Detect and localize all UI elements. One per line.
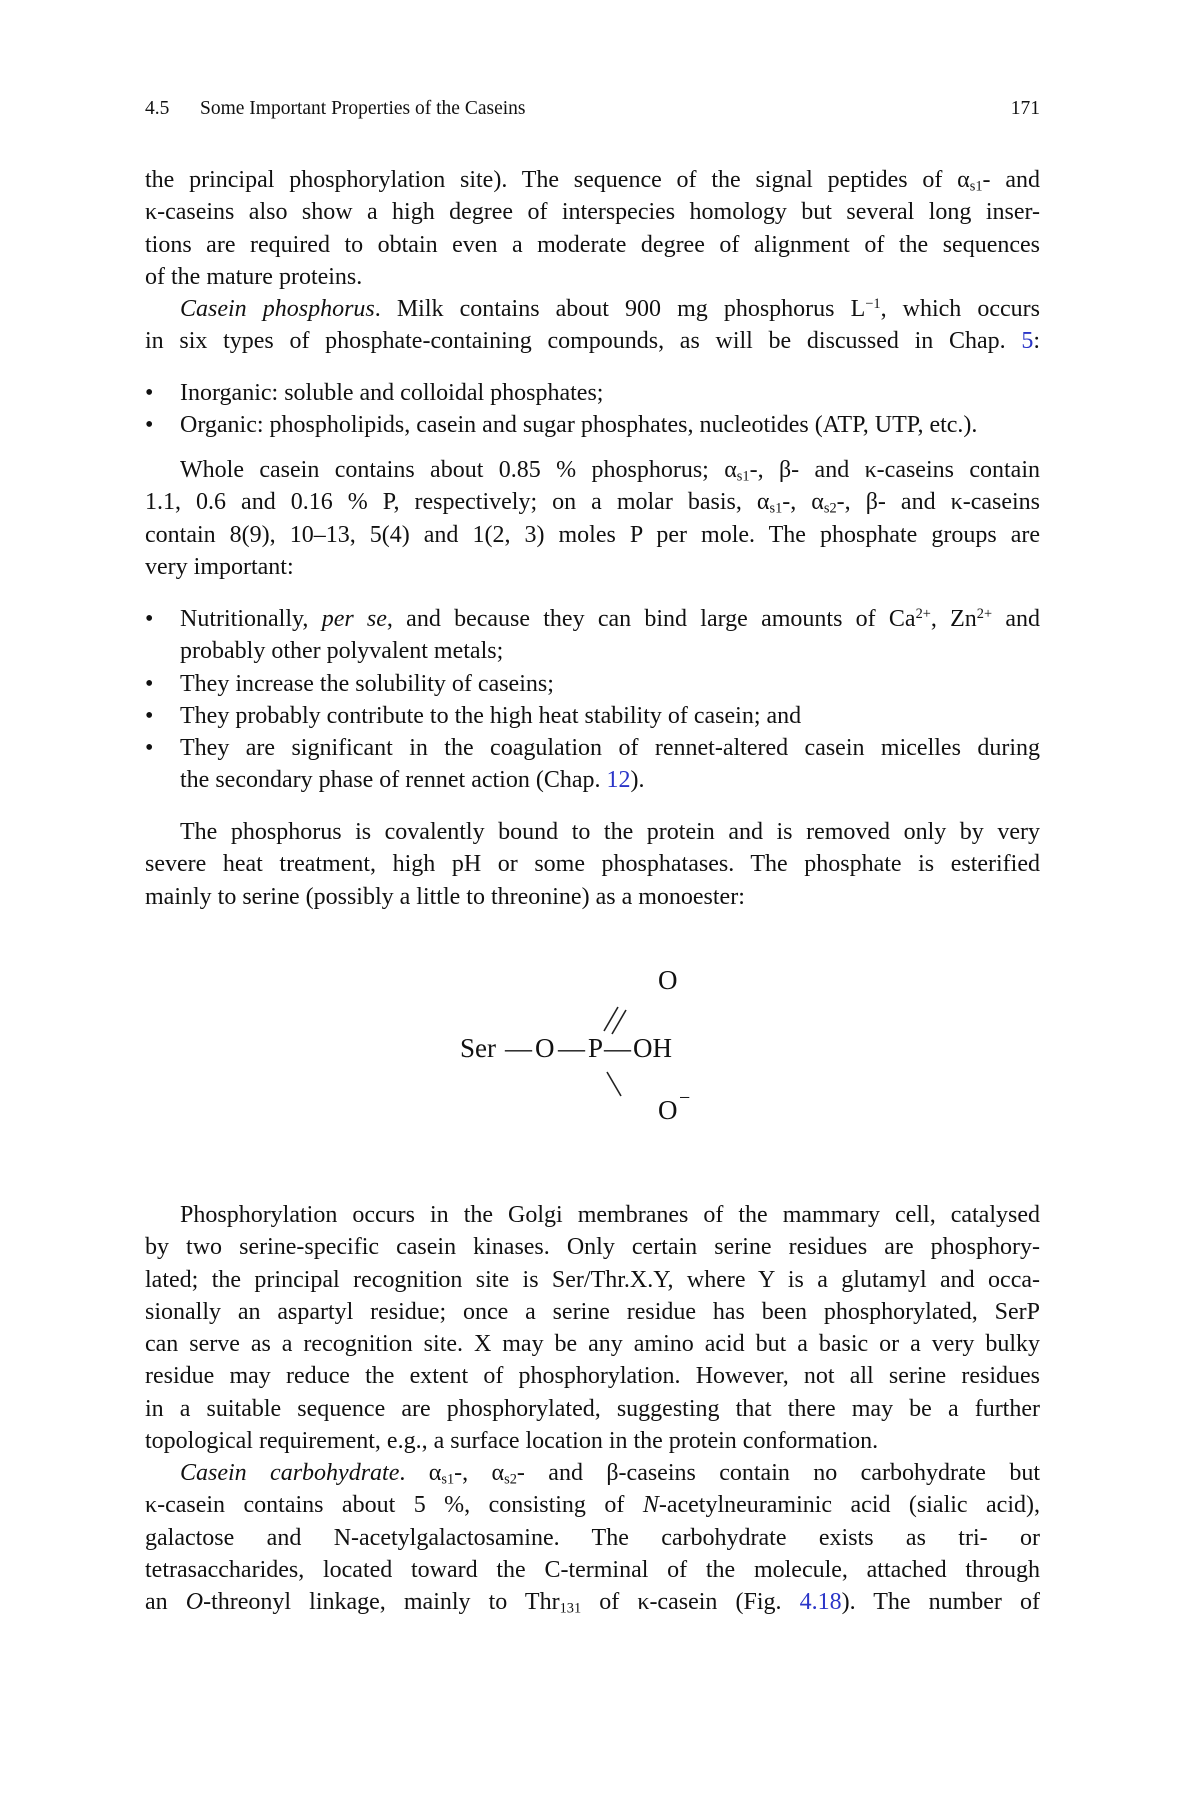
text-line: very important: xyxy=(145,553,294,580)
text-line: 1.1, 0.6 and 0.16 % P, respectively; on a molar basis, $\alpha_{s1}-$, $\alpha_{s2}-$, β- and κ-caseins xyxy=(145,489,1040,517)
text-line: topological requirement, e.g., a surface location in the protein conformation. xyxy=(145,1428,879,1455)
paragraph-casein-carbohydrate xyxy=(145,1457,1040,1618)
list-item: • They increase the solubility of caseins; xyxy=(145,668,1040,700)
text-line: of the mature proteins. xyxy=(145,263,363,290)
text-line: Casein carbohydrate. $\alpha_{s1}-$, $\alpha_{s2}-$ and β-caseins contain no carbohydrate but xyxy=(180,1460,1040,1488)
list-item-continuation: probably other polyvalent metals; xyxy=(180,638,504,665)
list-item: • Inorganic: soluble and colloidal phosphates; xyxy=(145,377,1040,409)
text-line: Whole casein contains about 0.85 % phosphorus; $\alpha_{s1}-$, β- and κ-caseins contain xyxy=(180,457,1040,485)
paragraph-whole-casein xyxy=(145,454,1040,583)
bullet-icon: • xyxy=(145,380,154,406)
paragraph-covalent-bond xyxy=(145,816,1040,913)
single-bond: — xyxy=(558,1033,585,1063)
text-line: sionally an aspartyl residue; once a serine residue has been phosphorylated, SerP xyxy=(145,1298,1040,1325)
bullet-icon: • xyxy=(145,606,154,632)
text-line: severe heat treatment, high pH or some phosphatases. The phosphate is esterified xyxy=(145,851,1040,878)
phosphoserine-structure-figure xyxy=(455,960,755,1140)
oxygen-top-label: O xyxy=(658,965,678,995)
list-item: • They probably contribute to the high heat stability of casein; and xyxy=(145,700,1040,732)
oxygen-label: O xyxy=(535,1033,555,1063)
paragraph-signal-peptides xyxy=(145,164,1040,358)
text-line: an O-threonyl linkage, mainly to Thr$_{131}$ of κ-casein (Fig. 4.18). The number of xyxy=(145,1589,1041,1617)
phosphorus-label: P xyxy=(588,1033,604,1063)
text-line: in six types of phosphate-containing compounds, as will be discussed in Chap. 5: xyxy=(145,328,1040,355)
section-number: 4.5 xyxy=(145,98,170,119)
single-bond: — xyxy=(505,1033,532,1063)
text-line: the principal phosphorylation site). The sequence of the signal peptides of $\alpha_{s1}-$ and xyxy=(145,167,1040,195)
chapter-link[interactable]: 12 xyxy=(606,767,631,794)
text-line: κ-caseins also show a high degree of interspecies homology but several long inser- xyxy=(145,199,1040,226)
bullet-icon: • xyxy=(145,670,154,697)
chapter-link[interactable]: 5 xyxy=(1021,328,1034,355)
text-line: in a suitable sequence are phosphorylated, suggesting that there may be a further xyxy=(145,1395,1040,1422)
bullet-list-phosphate-types xyxy=(145,377,1040,442)
text-line: by two serine-specific casein kinases. Only certain serine residues are phosphory- xyxy=(145,1234,1040,1261)
bullet-icon: • xyxy=(145,735,154,762)
text-line: The phosphorus is covalently bound to the protein and is removed only by very xyxy=(180,819,1040,845)
bullet-icon: • xyxy=(145,412,154,439)
bullet-icon: • xyxy=(145,702,154,729)
page-number: 171 xyxy=(1010,98,1040,119)
paragraph-phosphorylation xyxy=(145,1199,1040,1457)
bullet-list-importance xyxy=(145,603,1040,797)
list-item-continuation: the secondary phase of rennet action (Chap. 12). xyxy=(180,767,645,794)
list-item: • Nutritionally, per se, and because they can bind large amounts of $Ca^{2+}$, $Zn^{2+}$ and xyxy=(145,603,1040,635)
run-in-heading: Casein carbohydrate xyxy=(180,1460,400,1486)
text-line: contain 8(9), 10–13, 5(4) and 1(2, 3) moles P per mole. The phosphate groups are xyxy=(145,521,1040,548)
text-line: mainly to serine (possibly a little to threonine) as a monoester: xyxy=(145,883,745,910)
section-title: Some Important Properties of the Caseins xyxy=(200,98,526,119)
running-header xyxy=(145,97,1040,121)
text-line: can serve as a recognition site. X may be any amino acid but a basic or a very bulky xyxy=(145,1331,1040,1358)
text-line: tions are required to obtain even a moderate degree of alignment of the sequences xyxy=(145,231,1040,258)
list-item: • They are significant in the coagulation of rennet-altered casein micelles during xyxy=(145,732,1040,764)
single-bond: — xyxy=(604,1033,631,1063)
negative-charge: − xyxy=(679,1087,691,1109)
text-line: lated; the principal recognition site is Ser/Thr.X.Y, where Y is a glutamyl and occa- xyxy=(145,1266,1040,1293)
text-line: residue may reduce the extent of phosphorylation. However, not all serine residues xyxy=(145,1363,1040,1390)
text-line: Phosphorylation occurs in the Golgi membranes of the mammary cell, catalysed xyxy=(180,1202,1040,1228)
hydroxyl-label: OH xyxy=(633,1033,672,1063)
oxygen-bottom-label: O xyxy=(658,1095,678,1125)
text-line: galactose and N-acetylgalactosamine. The carbohydrate exists as tri- or xyxy=(145,1524,1040,1551)
run-in-heading: Casein phosphorus xyxy=(180,296,375,323)
list-item: • Organic: phospholipids, casein and sugar phosphates, nucleotides (ATP, UTP, etc.). xyxy=(145,409,1040,441)
text-line: tetrasaccharides, located toward the C-terminal of the molecule, attached through xyxy=(145,1556,1040,1583)
ser-label: Ser xyxy=(460,1033,496,1063)
text-line: κ-casein contains about 5 %, consisting of N-acetylneuraminic acid (sialic acid), xyxy=(145,1492,1040,1519)
figure-link[interactable]: 4.18 xyxy=(799,1589,842,1616)
text-line: Casein phosphorus. Milk contains about 900 mg phosphorus $L^{-1}$, which occurs xyxy=(180,296,1040,323)
bond-lines-icon xyxy=(455,960,755,1140)
